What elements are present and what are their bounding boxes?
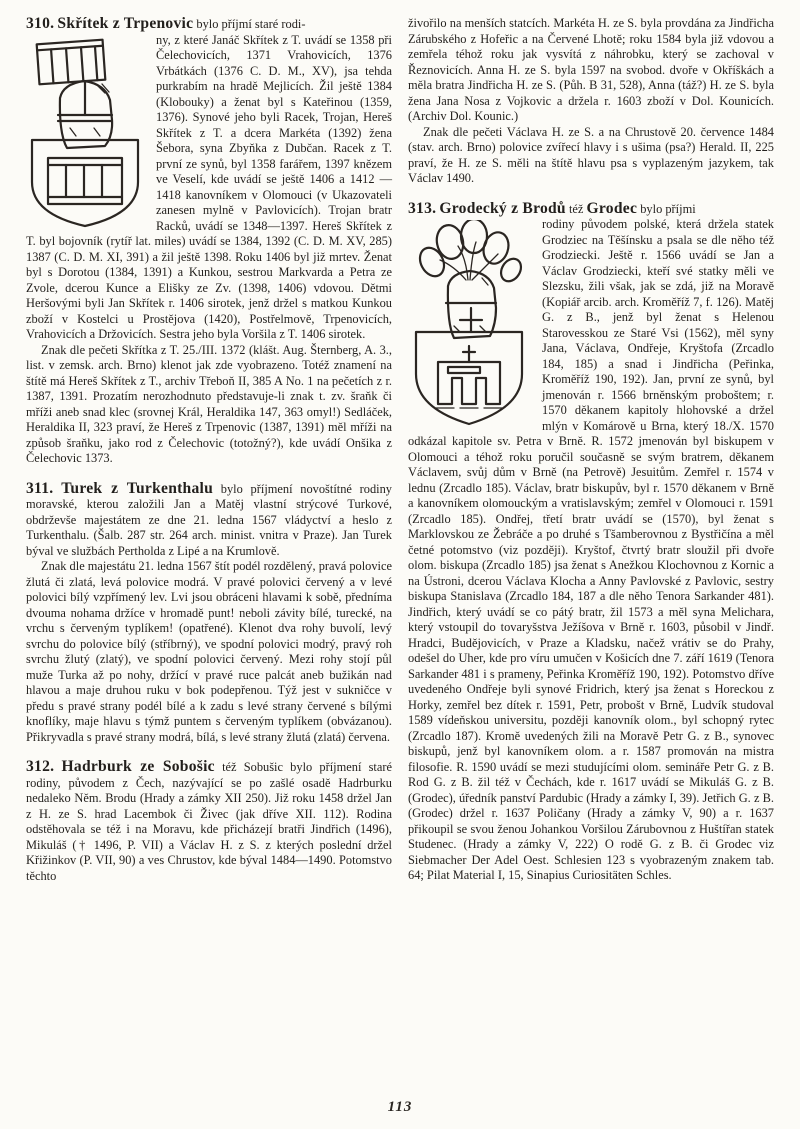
skritek-arms-drawing xyxy=(26,36,144,228)
entry-311 xyxy=(26,481,392,746)
left-column xyxy=(26,16,392,884)
entry-313-text: rodiny původem polské, která držela statek Grodziec na Těšínsku a psala se dle něho též Grodziecki. Ještě r. 1566 uvádí se Jan a Václav Grodziecki, kteří své statky měli ve Slezsku, žili však, jak se zdá, již na Moravě (Kopiář arcib. arch. Kroměříž 7, f. 126). Matěj G. z B., jenž byl ženat s Helenou Starovesskou ze Staré Vsi (1562), měl syny Jana, Václava, Ondřeje, Kryštofa (Zrcadlo 184, 185) a snad i Jindřicha (Peřinka, Kroměříž 190, 192). Jan, první ze synů, byl jmenován r. 1566 brněnským proboštem; r. 1570 děkanem kapitoly hlohovské a držel mlýn v Komárově u Brna, který 18./X. 1570 odkázal kapitole sv. Petra v Brně. R. 1572 jmenován byl biskupem v Olomouci a téhož roku poručil současně se svým bratrem, děkanem Václavem, svůj dům v Brně (na Petrově) Jesuitům. Zemřel r. 1574 v lednu (Zrcadlo 185). Václav, bratr biskupův, byl r. 1570 děkanem v Brně a kanovníkem olomouckým a vratislavským; zemřel v Olomouci r. 1591 (Zrcadlo 185). Ondřej, třetí bratr uvádí se (1570), byl ženat s Marklovskou ze Žebráče a po druhé s Tšamberovnou z Bystřičína a měl četné potomstvo (viz později). Kryštof, čtvrtý bratr sloužil při dvoře olom. biskupa (Zrcadlo 185) jsa ženat s Anežkou Klochovnou z Kornic a na Ústroni, dcerou Václava Klocha a Anny Pavlovské z Pavlovic, sestry biskupa Stanislava (Zrcadlo 184, 187 a dle něho Tenora Sarkander 481). Jindřich, který uvádí se co pátý bratr, žil 1573 a měl syna Melichara, který vstoupil do tovaryšstva Ježíšova v Brně r. 1603, působil v Jindř. Hradci, Budějovicích, v Praze a Kladsku, načež vrátiv se do Prahy, odešel do Uher, kde pro víru umučen v Košicích dne 7. září 1619 (Tenora Sarkander 481 i s prameny, Peřinka Kroměříž 190, 192). Potomstvo dříve uvedeného Ondřeje byli synové Fridrich, který jsa ženat s Horeckou z Horky, zemřel bez dítek r. 1591, Petr, probošt v Brně, Ludvík studoval 1589 vídeňskou universitu, později kanovník olom., byl schopný rytec (Zrcadlo 187). Kromě uvedených žili na Moravě Petr G. z B., synovec biskupů, jenž byl kanovníkem olom. a r. 1587 promován na mistra filosofie. R. 1590 uvádí se mezi studujícími olom. semináře Petr G. z B. Rod G. z B. žil též v Čechách, kde r. 1617 uvádí se Mikuláš G. z B. (Grodec), úředník panství Pardubic (Hrady a zámky I, 39). Jetřich G. z B. (Grodec) držel r. 1637 Poličany (Hrady a zámky V, 90) a r. 1637 přikoupil se svou ženou Johankou Voršilou Zárubovnou z Huštířan statek Studenec. (Hrady a zámky V, 222) O rodě G. z B. či Grodec viz Siebmacher Der Adel Oest. Schlesien 123 s vyobrazeným znakem tab. 64; Pilat Material I, 15, Sinapius Curiositäten Schles. xyxy=(408,217,774,882)
entry-313 xyxy=(408,201,774,884)
entry-title: Skřítek z Trpenovic xyxy=(57,16,194,32)
entry-number: 310. xyxy=(26,16,55,32)
entry-title: Grodecký z Brodů xyxy=(439,200,566,217)
entry-313-body xyxy=(408,217,774,884)
entry-title-alt: Grodec xyxy=(586,200,638,217)
entry-number: 312. xyxy=(26,758,55,775)
entry-body-text: též Sobušic bylo příjmení staré rodiny, původem z Čech, nazývající se po zašlé osadě Hadrburku nedaleko Něm. Brodu (Hrady a zámky XII 250). Již roku 1458 držel Jan z H. ze S. hrad Lacembok či Živec (jak dříve XII. 112). Rodina odstěhovala se též i na Moravu, kde přicházejí bratři Jindřich (1496), Mikuláš († 1496, P. VII) a Václav H. z S. z kterých poslední držel Křižinkov (P. VII, 90) a ves Chrustov, kde býval 1484—1490. Potomstvo těchto xyxy=(26,760,392,883)
entry-310-text: ny, z které Janáč Skřítek z T. uvádí se 1358 při Čelechovicích, 1371 Vrahovicích, 1376 Vrbátkách (1376 C. D. M., XV), jsa tehda purkrabím na hradě Mejlicích. Žil ještě 1384 (Klobouky) a ženat byl s Kateřinou (1359, 1376). Synové jeho byli Racek, Trojan, Hereš Skřítek z T. a dcera Markéta (1392) žena Šebora, syna Zbyňka z Dubčan. Racek z T. první ze synů, byl 1358 farářem, 1397 knězem ve Veselí, kde uvádí se ještě 1406 a 1412 — 1418 kanovníkem v Olomouci (v Ukazovateli zanesen mylně v Pavlovicích). Trojan bratr Racků, uvádí se 1348—1397. Hereš Skřítek z T. byl bojovník (rytíř lat. miles) uvádí se 1384, 1392 (C. D. M. XV, 285) 1387 (C. D. M. XI, 391) a žil ještě 1398. Roku 1406 byl již mrtev. Ženat byl s Dorotou (1384, 1391) a Kunkou, sestrou Markvarda a Petra ze Zvole, dcerou Kunce a Elišky ze Zv. (1398, 1406) vdovou. Dětmi Heršovými byli Jan Skřítek r. 1406 sirotek, jenž držel s matkou Kunkou zboží v Kostelci u Prostějova (1420), Postřelmově, Trpenovicích, Vrahovicích a Držovicích. Sestra jeho byla Voršila z T. 1406 sirotek. xyxy=(26,32,392,341)
entry-body-text: bylo příjmení novoštítné rodiny moravské, kterou založili Jan a Matěj vlastní strýcové Turkové, obdrževše majestátem ze dne 21. ledna 1567 vládyctví a heslo z Turkenthalu. (Šalb. 287 str. 264 arch. minist. vnitra v Praze). Jan Turek býval ve službách Pertholda z Lipé a na Krumlově. xyxy=(26,481,392,558)
entry-lead-text: bylo příjmí staré rodi- xyxy=(196,17,306,31)
right-column xyxy=(408,16,774,884)
entry-311-text xyxy=(26,481,392,560)
entry-title: Hadrburk ze Sobošic xyxy=(61,758,215,775)
coat-of-arms-illustration-skritek xyxy=(26,36,144,228)
entry-lead-text: bylo příjmi xyxy=(640,201,696,216)
text-columns xyxy=(26,16,774,884)
entry-number: 311. xyxy=(26,479,54,497)
entry-tez: též xyxy=(568,201,584,216)
entry-number: 313. xyxy=(408,200,437,217)
entry-310-heading xyxy=(26,16,392,33)
entry-311-blazon: Znak dle majestátu 21. ledna 1567 štít podél rozdělený, pravá polovice žlutá či zlatá, levá polovice modrá. V pravé polovici červený a v levé polovici bílý vzpřímený lev. Lvi jsou obráceni hlavami k sobě, předníma dvouma nohama držíce v hromadě punt! neboli závity bílé, turecké, na vrchu s červeným typlíkem! (opatřené). Klenot dva rohy buvolí, levý svrchu do polovice bílý (stříbrný), ve spodní polovici modrý, pravý roh svrchu žlutý (zlatý), ve spodní polovici červený. Mezi rohy stojí půl muže Turka až po nohy, držící v pravé ruce palcát aneb bužikán nad hlavou a maje druhou ruku v bok podepřenou. Týž jest v sukničce v předu s pravé strany podél bílé a k zadu s levé strany červené s bílými knoflíky, maje hlavu s týmž puntem s červeným typlíkem (obvázanou). Přikryvadla s pravé strany modrá, bílá, s levé strany žlutá (zlatá) červena. xyxy=(26,559,392,744)
entry-310-blazon: Znak dle pečeti Skřítka z T. 25./III. 1372 (klášt. Aug. Šternberg, A. 3., list. v zemsk. arch. Brno) klenot jak zde vyobrazeno. Totéž znamení na štítě má Hereš Skřítek z T., archiv Třeboň II, 385 A No. 1 na pečetích z r. 1387, 1391. Prozatím nerozhodnuto představuje-li znak t. zv. šraňk či mříži aneb snad klec (srovnej Král, Heraldika 147, 363 omyl!) Sedláček, Heraldika II, 323 praví, že Hereš z Trpenovic (1387, 1391) měl mříži na způsob šraňku, jako rod z Čelechovic (totožný?), kde uvádí Onšika z Čelechovic 1373. xyxy=(26,342,392,465)
entry-312-text xyxy=(26,759,392,884)
entry-310-body xyxy=(26,33,392,467)
grodecky-arms-drawing xyxy=(408,220,530,428)
entry-310 xyxy=(26,16,392,467)
coat-of-arms-illustration-grodecky xyxy=(408,220,530,428)
entry-312-continuation: živořilo na menších statcích. Markéta H. ze S. byla provdána za Jindřicha Zárubského z Hofeřic a na Červené Lhotě; roku 1584 byla již vdovou a zemřela téhož roku jak vysvítá z náhrobku, který se zachoval v Řeznovicích. Anna H. ze S. byla 1597 na svobod. dvoře v Okříškách a měla bratra Jindřicha H. ze S. (Půh. B 31, 528), Anna (táž?) H. ze S. byla žena Jana Nosa z Vojkovic a držela r. 1603 zboží v Dol. Kounicích. (Archiv Dol. Kounic.) xyxy=(408,16,774,123)
page-number: 113 xyxy=(387,1098,413,1115)
entry-312-blazon: Znak dle pečeti Václava H. ze S. a na Chrustově 20. července 1484 (stav. arch. Brno) polovice zvířecí hlavy i s ušima (psa?) Herald. II, 225 praví, že H. ze S. měli na štítě hlavu psa s vyplazeným jazykem, tak Václav 1490. xyxy=(408,124,774,185)
entry-title: Turek z Turkenthalu xyxy=(61,479,214,497)
entry-312 xyxy=(26,759,392,884)
entry-313-heading xyxy=(408,201,774,218)
